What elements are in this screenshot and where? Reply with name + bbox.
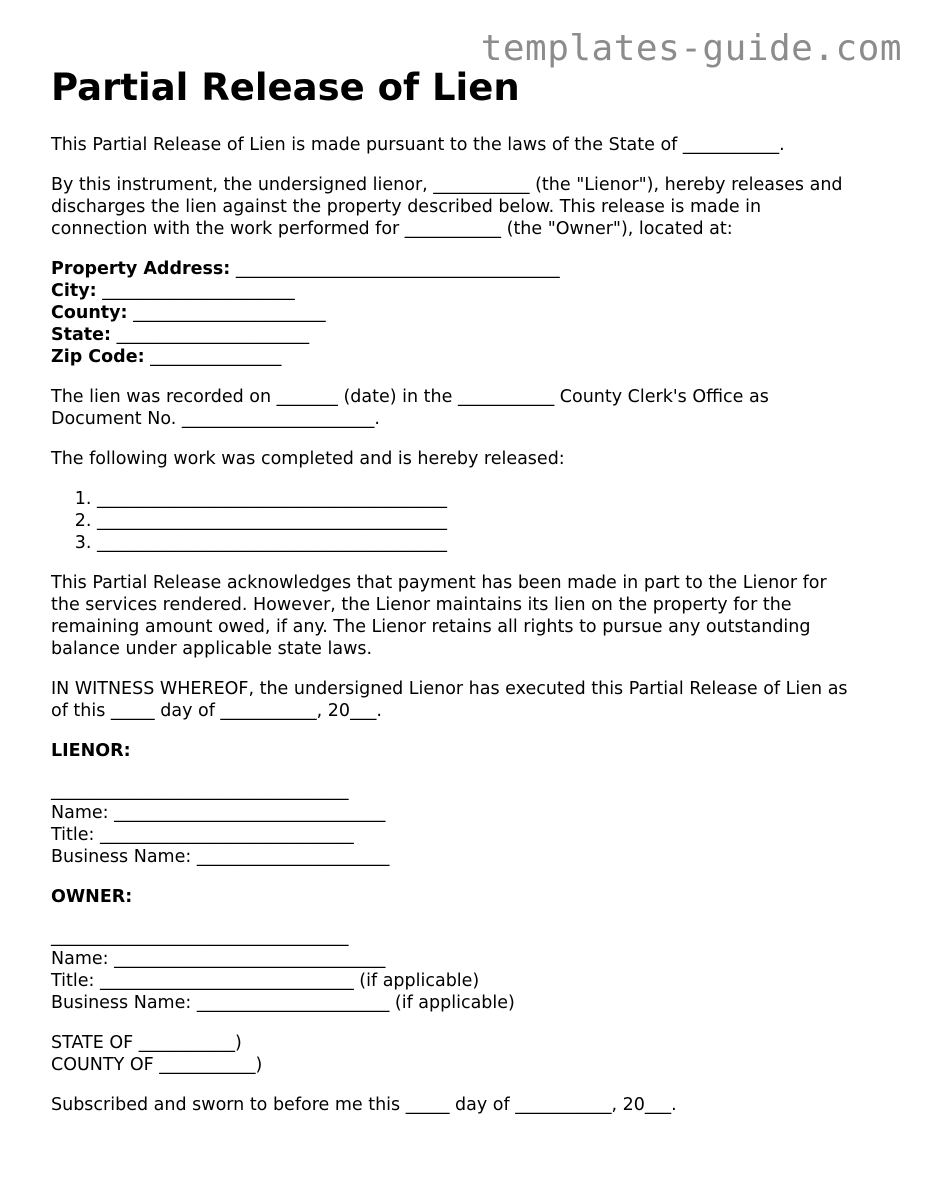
owner-business-line: Business Name: ______________________ (if applicable) [51,993,515,1013]
owner-heading: OWNER: [51,887,133,907]
instrument-line: discharges the lien against the property described below. This release is made in [51,197,762,217]
zip-code-row [51,346,901,368]
county-row [51,302,901,324]
acknowledge-line: balance under applicable state laws. [51,639,373,659]
work-list [51,488,901,554]
owner-title-line: Title: _____________________________ (if applicable) [51,971,480,991]
watermark-text: templates-guide.com [480,28,902,69]
owner-signature-line: __________________________________ [51,927,349,947]
property-address-row [51,258,901,280]
county-blank: ______________________ [127,303,326,323]
property-address-label: Property Address: [51,259,231,279]
work-intro: The following work was completed and is hereby released: [51,449,565,469]
intro-paragraph: This Partial Release of Lien is made pursuant to the laws of the State of ___________. [51,135,785,155]
witness-paragraph [51,678,901,722]
zip-code-label: Zip Code: [51,347,145,367]
city-label: City: [51,281,97,301]
state-blank: ______________________ [111,325,310,345]
lienor-title-line: Title: _____________________________ [51,825,354,845]
property-address-blank: _____________________________________ [230,259,560,279]
zip-code-blank: _______________ [144,347,282,367]
state-label: State: [51,325,112,345]
witness-line: of this _____ day of ___________, 20___. [51,701,382,721]
recorded-line: The lien was recorded on _______ (date) in the ___________ County Clerk's Office as [51,387,769,407]
county-label: County: [51,303,128,323]
lienor-business-line: Business Name: ______________________ [51,847,390,867]
recorded-paragraph [51,386,901,430]
owner-name-line: Name: _______________________________ [51,949,386,969]
lienor-signature-line: __________________________________ [51,781,349,801]
lienor-signature-block [51,780,901,868]
witness-line: IN WITNESS WHEREOF, the undersigned Lienor has executed this Partial Release of Lien as [51,679,848,699]
acknowledge-paragraph [51,572,901,660]
venue-county-line: COUNTY OF ___________) [51,1055,263,1075]
recorded-line: Document No. ______________________. [51,409,380,429]
instrument-line: connection with the work performed for ___________ (the "Owner"), located at: [51,219,733,239]
property-details [51,258,901,368]
city-row [51,280,901,302]
document-page [51,66,901,1134]
venue-state-line: STATE OF ___________) [51,1033,242,1053]
instrument-paragraph [51,174,901,240]
city-blank: ______________________ [96,281,295,301]
state-row [51,324,901,346]
instrument-line: By this instrument, the undersigned lienor, ___________ (the "Lienor"), hereby releases and [51,175,843,195]
sworn-statement: Subscribed and sworn to before me this _____ day of ___________, 20___. [51,1095,677,1115]
venue-block [51,1032,901,1076]
lienor-name-line: Name: _______________________________ [51,803,386,823]
work-item: 3. ________________________________________ [97,532,901,554]
work-item: 1. ________________________________________ [97,488,901,510]
acknowledge-line: remaining amount owed, if any. The Lienor retains all rights to pursue any outstanding [51,617,811,637]
owner-signature-block [51,926,901,1014]
document-title: Partial Release of Lien [51,66,520,109]
acknowledge-line: the services rendered. However, the Lienor maintains its lien on the property for the [51,595,792,615]
lienor-heading: LIENOR: [51,741,131,761]
acknowledge-line: This Partial Release acknowledges that payment has been made in part to the Lienor for [51,573,827,593]
work-item: 2. ________________________________________ [97,510,901,532]
